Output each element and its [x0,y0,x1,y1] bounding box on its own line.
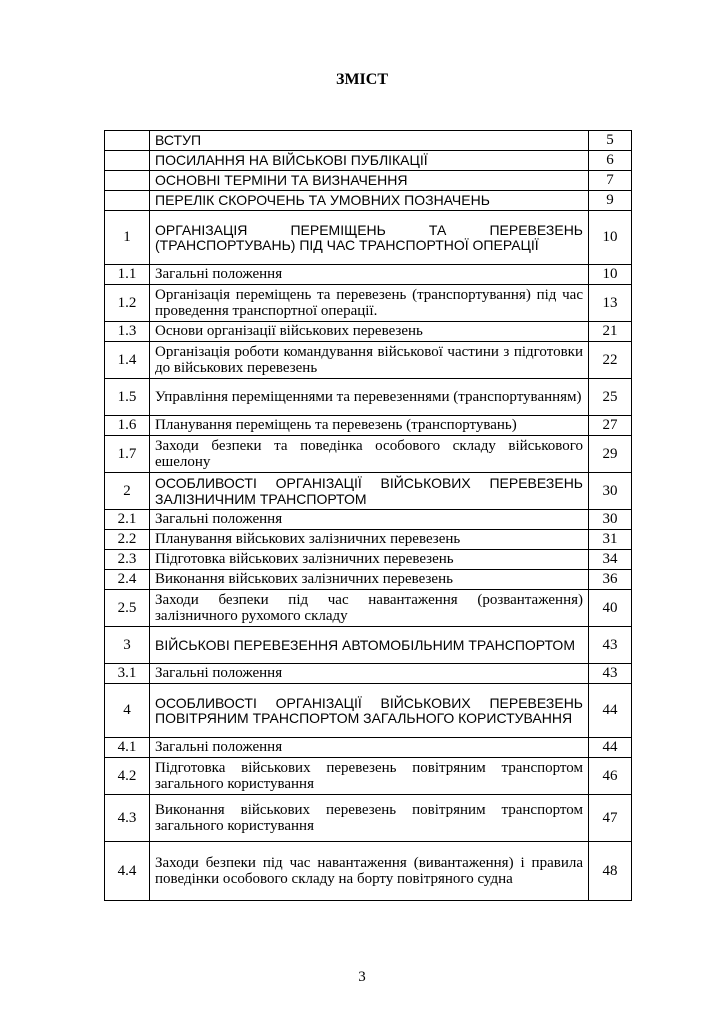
toc-entry-title: Підготовка військових залізничних перевезень [150,550,589,570]
toc-entry-title: ПОСИЛАННЯ НА ВІЙСЬКОВІ ПУБЛІКАЦІЇ [150,151,589,171]
toc-entry-title: Планування військових залізничних перевезень [150,530,589,550]
toc-row [105,265,632,285]
toc-section-number: 2.1 [105,510,150,530]
toc-row [105,684,632,738]
toc-entry-title: Виконання військових залізничних перевезень [150,570,589,590]
toc-entry-title: Основи організації військових перевезень [150,322,589,342]
toc-page-number: 47 [589,795,632,842]
toc-section-number: 2.2 [105,530,150,550]
toc-row [105,473,632,510]
toc-row [105,436,632,473]
toc-entry-title: Загальні положення [150,664,589,684]
toc-entry-title: ОРГАНІЗАЦІЯ ПЕРЕМІЩЕНЬ ТА ПЕРЕВЕЗЕНЬ (ТРАНСПОРТУВАНЬ) ПІД ЧАС ТРАНСПОРТНОЇ ОПЕРАЦІЇ [150,211,589,265]
toc-page-number: 6 [589,151,632,171]
toc-section-number: 1.2 [105,285,150,322]
toc-page-number: 43 [589,664,632,684]
toc-row [105,191,632,211]
toc-row [105,627,632,664]
toc-row [105,285,632,322]
toc-section-number [105,191,150,211]
toc-row [105,342,632,379]
toc-entry-title: Підготовка військових перевезень повітряним транспортом загального користування [150,758,589,795]
toc-body [105,131,632,901]
toc-section-number: 1.4 [105,342,150,379]
toc-row [105,550,632,570]
toc-page-number: 25 [589,379,632,416]
toc-page-number: 43 [589,627,632,664]
toc-page-number: 30 [589,473,632,510]
toc-row [105,131,632,151]
toc-entry-title: Організація переміщень та перевезень (транспортування) під час проведення транспортної операції. [150,285,589,322]
toc-entry-title: Виконання військових перевезень повітряним транспортом загального користування [150,795,589,842]
toc-entry-title: Загальні положення [150,265,589,285]
toc-page-number: 48 [589,842,632,901]
toc-row [105,379,632,416]
toc-entry-title: ОСОБЛИВОСТІ ОРГАНІЗАЦІЇ ВІЙСЬКОВИХ ПЕРЕВЕЗЕНЬ ПОВІТРЯНИМ ТРАНСПОРТОМ ЗАГАЛЬНОГО КОРИСТУВАННЯ [150,684,589,738]
toc-entry-title: ВІЙСЬКОВІ ПЕРЕВЕЗЕННЯ АВТОМОБІЛЬНИМ ТРАНСПОРТОМ [150,627,589,664]
toc-page-number: 13 [589,285,632,322]
toc-page-number: 21 [589,322,632,342]
toc-page-number: 9 [589,191,632,211]
toc-entry-title: Загальні положення [150,510,589,530]
toc-row [105,530,632,550]
toc-entry-title: Управління переміщеннями та перевезеннями (транспортуванням) [150,379,589,416]
toc-row [105,758,632,795]
toc-entry-title: Заходи безпеки та поведінка особового складу військового ешелону [150,436,589,473]
toc-row [105,664,632,684]
toc-section-number: 2.5 [105,590,150,627]
toc-page-number: 34 [589,550,632,570]
toc-page-number: 10 [589,265,632,285]
toc-section-number: 2.3 [105,550,150,570]
toc-section-number: 3 [105,627,150,664]
toc-row [105,171,632,191]
toc-page-number: 40 [589,590,632,627]
page-number: 3 [358,969,366,985]
toc-section-number: 2 [105,473,150,510]
toc-section-number [105,151,150,171]
toc-entry-title: ВСТУП [150,131,589,151]
toc-entry-title: Планування переміщень та перевезень (транспортувань) [150,416,589,436]
toc-entry-title: Заходи безпеки під час навантаження (розвантаження) залізничного рухомого складу [150,590,589,627]
toc-entry-title: ОСНОВНІ ТЕРМІНИ ТА ВИЗНАЧЕННЯ [150,171,589,191]
toc-page-number: 27 [589,416,632,436]
toc-section-number: 4.3 [105,795,150,842]
toc-page-number: 22 [589,342,632,379]
toc-page-number: 44 [589,738,632,758]
toc-page-number: 30 [589,510,632,530]
toc-section-number: 1 [105,211,150,265]
page-title: ЗМІСТ [336,71,388,88]
toc-row [105,322,632,342]
toc-row [105,151,632,171]
toc-entry-title: ОСОБЛИВОСТІ ОРГАНІЗАЦІЇ ВІЙСЬКОВИХ ПЕРЕВЕЗЕНЬ ЗАЛІЗНИЧНИМ ТРАНСПОРТОМ [150,473,589,510]
toc-section-number: 2.4 [105,570,150,590]
toc-row [105,738,632,758]
toc-page-number: 46 [589,758,632,795]
toc-row [105,510,632,530]
toc-page-number: 29 [589,436,632,473]
toc-page-number: 36 [589,570,632,590]
toc-section-number: 4 [105,684,150,738]
toc-section-number: 4.2 [105,758,150,795]
toc-section-number: 1.1 [105,265,150,285]
toc-section-number [105,171,150,191]
toc-page-number: 44 [589,684,632,738]
toc-row [105,416,632,436]
toc-section-number: 3.1 [105,664,150,684]
toc-row [105,795,632,842]
toc-section-number: 4.4 [105,842,150,901]
toc-row [105,590,632,627]
toc-entry-title: Загальні положення [150,738,589,758]
toc-row [105,842,632,901]
toc-section-number: 1.7 [105,436,150,473]
toc-row [105,570,632,590]
toc-table [104,130,632,901]
toc-section-number: 1.6 [105,416,150,436]
toc-entry-title: ПЕРЕЛІК СКОРОЧЕНЬ ТА УМОВНИХ ПОЗНАЧЕНЬ [150,191,589,211]
toc-page-number: 31 [589,530,632,550]
toc-row [105,211,632,265]
toc-page-number: 7 [589,171,632,191]
toc-section-number [105,131,150,151]
toc-section-number: 1.5 [105,379,150,416]
toc-page-number: 10 [589,211,632,265]
toc-page-number: 5 [589,131,632,151]
toc-section-number: 4.1 [105,738,150,758]
toc-section-number: 1.3 [105,322,150,342]
toc-entry-title: Організація роботи командування військової частини з підготовки до військових перевезень [150,342,589,379]
toc-entry-title: Заходи безпеки під час навантаження (вивантаження) і правила поведінки особового складу на борту повітряного судна [150,842,589,901]
